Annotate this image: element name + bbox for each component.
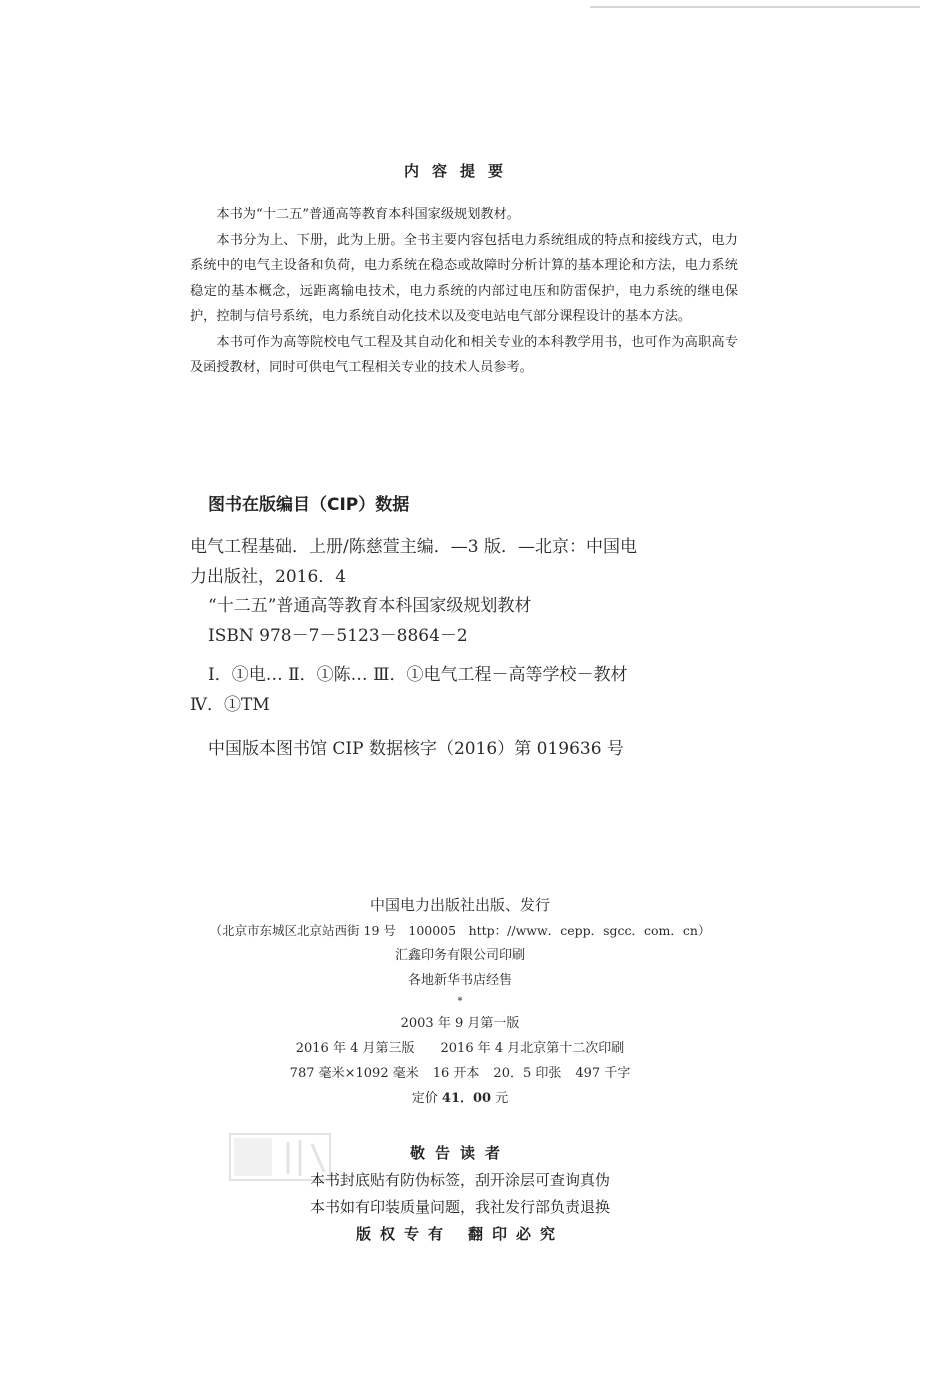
printing-info: 2016 年 4 月北京第十二次印刷: [440, 1041, 625, 1056]
cip-bibliographic-line: 力出版社，2016．4: [190, 566, 347, 587]
imprint: [0, 893, 920, 1111]
publisher-address: （北京市东城区北京站西街 19 号 100005 http：//www．cepp．sgcc．com．cn）: [209, 923, 711, 938]
notice-heading: 敬告读者: [409, 1144, 510, 1162]
abstract-paragraph: 本书分为上、下册，此为上册。全书主要内容包括电力系统组成的特点和接线方式，电力系统中的电气主设备和负荷，电力系统在稳态或故障时分析计算的基本理论和方法，电力系统稳定的基本概念，远距离输电技术，电力系统的内部过电压和防雷保护，电力系统的继电保护，控制与信号系统，电力系统自动化技术以及变电站电气部分课程设计的基本方法。: [190, 232, 738, 324]
edition-printing-line: [0, 1036, 920, 1061]
distributor-line: 各地新华书店经售: [407, 973, 512, 988]
cip-title: 图书在版编目（CIP）数据: [208, 495, 410, 515]
abstract-paragraph: 本书为“十二五”普通高等教育本科国家级规划教材。: [216, 207, 520, 222]
cip-record-number: 中国版本图书馆 CIP 数据核字（2016）第 019636 号: [208, 739, 624, 759]
quality-return-notice: 本书如有印装质量问题，我社发行部负责退换: [309, 1198, 610, 1216]
cip-isbn: ISBN 978－7－5123－8864－2: [208, 625, 468, 646]
reader-notice: [0, 1140, 920, 1248]
top-edge-rule: [590, 6, 920, 8]
cip-series-line: “十二五”普通高等教育本科国家级规划教材: [208, 596, 532, 616]
cip-bibliographic-line: 电气工程基础．上册/陈慈萱主编．—3 版．—北京：中国电: [190, 537, 637, 557]
abstract-paragraph: 本书可作为高等院校电气工程及其自动化和相关专业的本科教学用书，也可作为高职高专及函授教材，同时可供电气工程相关专业的技术人员参考。: [190, 334, 738, 375]
cip-classification: Ⅳ．①TM: [190, 694, 270, 715]
third-edition: 2016 年 4 月第三版: [295, 1041, 415, 1056]
printer-line: 汇鑫印务有限公司印刷: [394, 948, 525, 963]
cip-record: [190, 533, 738, 765]
paper-size: 787 毫米×1092 毫米: [289, 1066, 419, 1081]
printed-sheets: 20．5 印张: [493, 1066, 562, 1081]
price-label: 定价: [411, 1091, 438, 1106]
copyright-reserved: 版权专有: [355, 1225, 452, 1243]
book-format: 16 开本: [432, 1066, 480, 1081]
copyright-no-reprint: 翻印必究: [468, 1225, 565, 1243]
price-line: [0, 1086, 920, 1111]
first-edition-line: 2003 年 9 月第一版: [400, 1016, 520, 1031]
cip-classification: Ⅰ．①电… Ⅱ．①陈… Ⅲ．①电气工程－高等学校－教材: [208, 665, 628, 685]
word-count: 497 千字: [575, 1066, 631, 1081]
abstract-title: 内容提要: [403, 162, 516, 180]
copyright-line: [0, 1221, 920, 1248]
price-unit: 元: [495, 1091, 509, 1106]
abstract-body: [190, 202, 738, 381]
separator-mark: *: [457, 996, 463, 1007]
anti-counterfeit-notice: 本书封底贴有防伪标签，刮开涂层可查询真伪: [309, 1171, 610, 1189]
specification-line: [0, 1061, 920, 1086]
publisher-line: 中国电力出版社出版、发行: [369, 896, 550, 914]
price-value: 41．00: [441, 1091, 492, 1106]
